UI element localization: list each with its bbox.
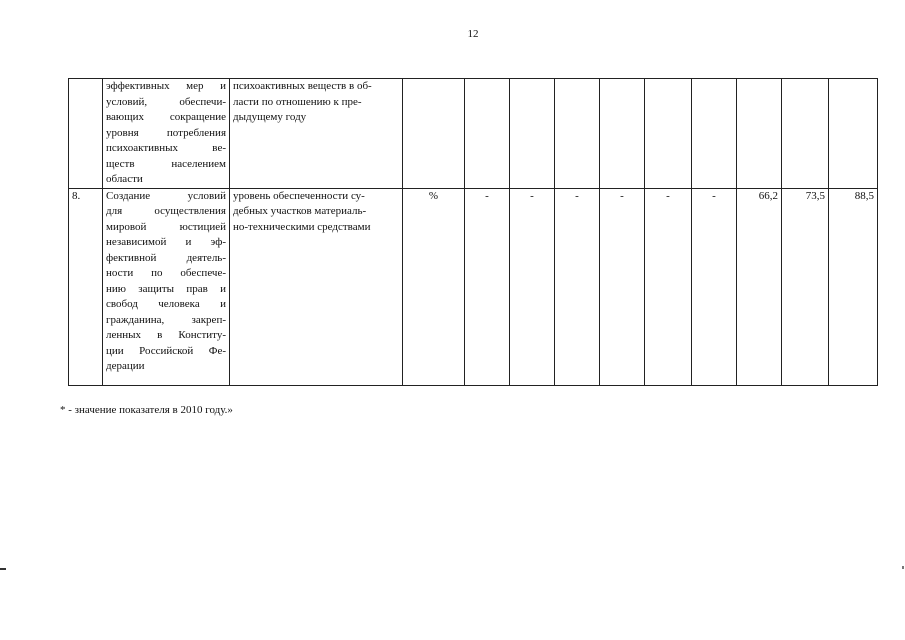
footnote: * - значение показателя в 2010 году.»: [60, 404, 233, 416]
value-cell: -: [692, 188, 737, 385]
goal-line: независимой и эф-: [106, 236, 226, 248]
value-cell: -: [510, 188, 555, 385]
goal-line: нию защиты прав и: [106, 282, 226, 295]
value-cell: 66,2: [737, 188, 782, 385]
indicator-cell: [230, 188, 403, 385]
goal-line: свобод человека и: [106, 298, 226, 310]
indicator-line: дебных участков материаль-: [233, 205, 367, 217]
value-cell: 88,5: [829, 188, 878, 385]
page-number: 12: [467, 28, 479, 40]
goal-cell: [103, 188, 230, 385]
goal-line: эффективных мер и: [106, 80, 226, 92]
indicator-line: но-техническими средствами: [233, 220, 371, 233]
value-cell: [510, 79, 555, 189]
goal-line: области: [106, 173, 143, 185]
indicator-line: уровень обеспеченности су-: [233, 189, 365, 202]
goal-line: уровня потребления: [106, 126, 226, 139]
value-cell: [600, 79, 645, 189]
goal-line: ленных в Конститу-: [106, 329, 226, 341]
goal-cell: [103, 79, 230, 189]
goal-line: ществ населением: [106, 157, 226, 170]
row-number-cell: [69, 79, 103, 189]
value-cell: [737, 79, 782, 189]
goal-line: дерации: [106, 360, 145, 372]
value-cell: -: [465, 188, 510, 385]
goal-line: гражданина, закреп-: [106, 313, 226, 326]
indicator-cell: [230, 79, 403, 189]
value-cell: [555, 79, 600, 189]
indicators-table: [68, 78, 878, 386]
value-cell: [692, 79, 737, 189]
goal-line: фективной деятель-: [106, 251, 226, 264]
indicator-line: психоактивных веществ в об-: [233, 80, 372, 92]
goal-line: вающих сокращение: [106, 111, 226, 123]
unit-cell: [403, 79, 465, 189]
value-cell: -: [645, 188, 692, 385]
goal-line: условий, обеспечи-: [106, 95, 226, 108]
goal-line: для осуществления: [106, 205, 226, 217]
indicator-line: ласти по отношению к пре-: [233, 95, 362, 108]
value-cell: 73,5: [782, 188, 829, 385]
goal-line: Создание условий: [106, 189, 226, 202]
value-cell: -: [600, 188, 645, 385]
goal-line: мировой юстицией: [106, 220, 226, 233]
scan-mark: [902, 566, 904, 569]
goal-line: ции Российской Фе-: [106, 344, 226, 357]
table-row: [69, 79, 878, 189]
table-row: [69, 188, 878, 385]
indicator-line: дыдущему году: [233, 111, 307, 123]
value-cell: [465, 79, 510, 189]
scan-mark: [0, 568, 6, 570]
value-cell: -: [555, 188, 600, 385]
row-number-cell: 8.: [69, 188, 103, 385]
value-cell: [645, 79, 692, 189]
goal-line: ности по обеспече-: [106, 267, 226, 279]
goal-line: психоактивных ве-: [106, 142, 226, 154]
value-cell: [829, 79, 878, 189]
value-cell: [782, 79, 829, 189]
unit-cell: %: [403, 188, 465, 385]
